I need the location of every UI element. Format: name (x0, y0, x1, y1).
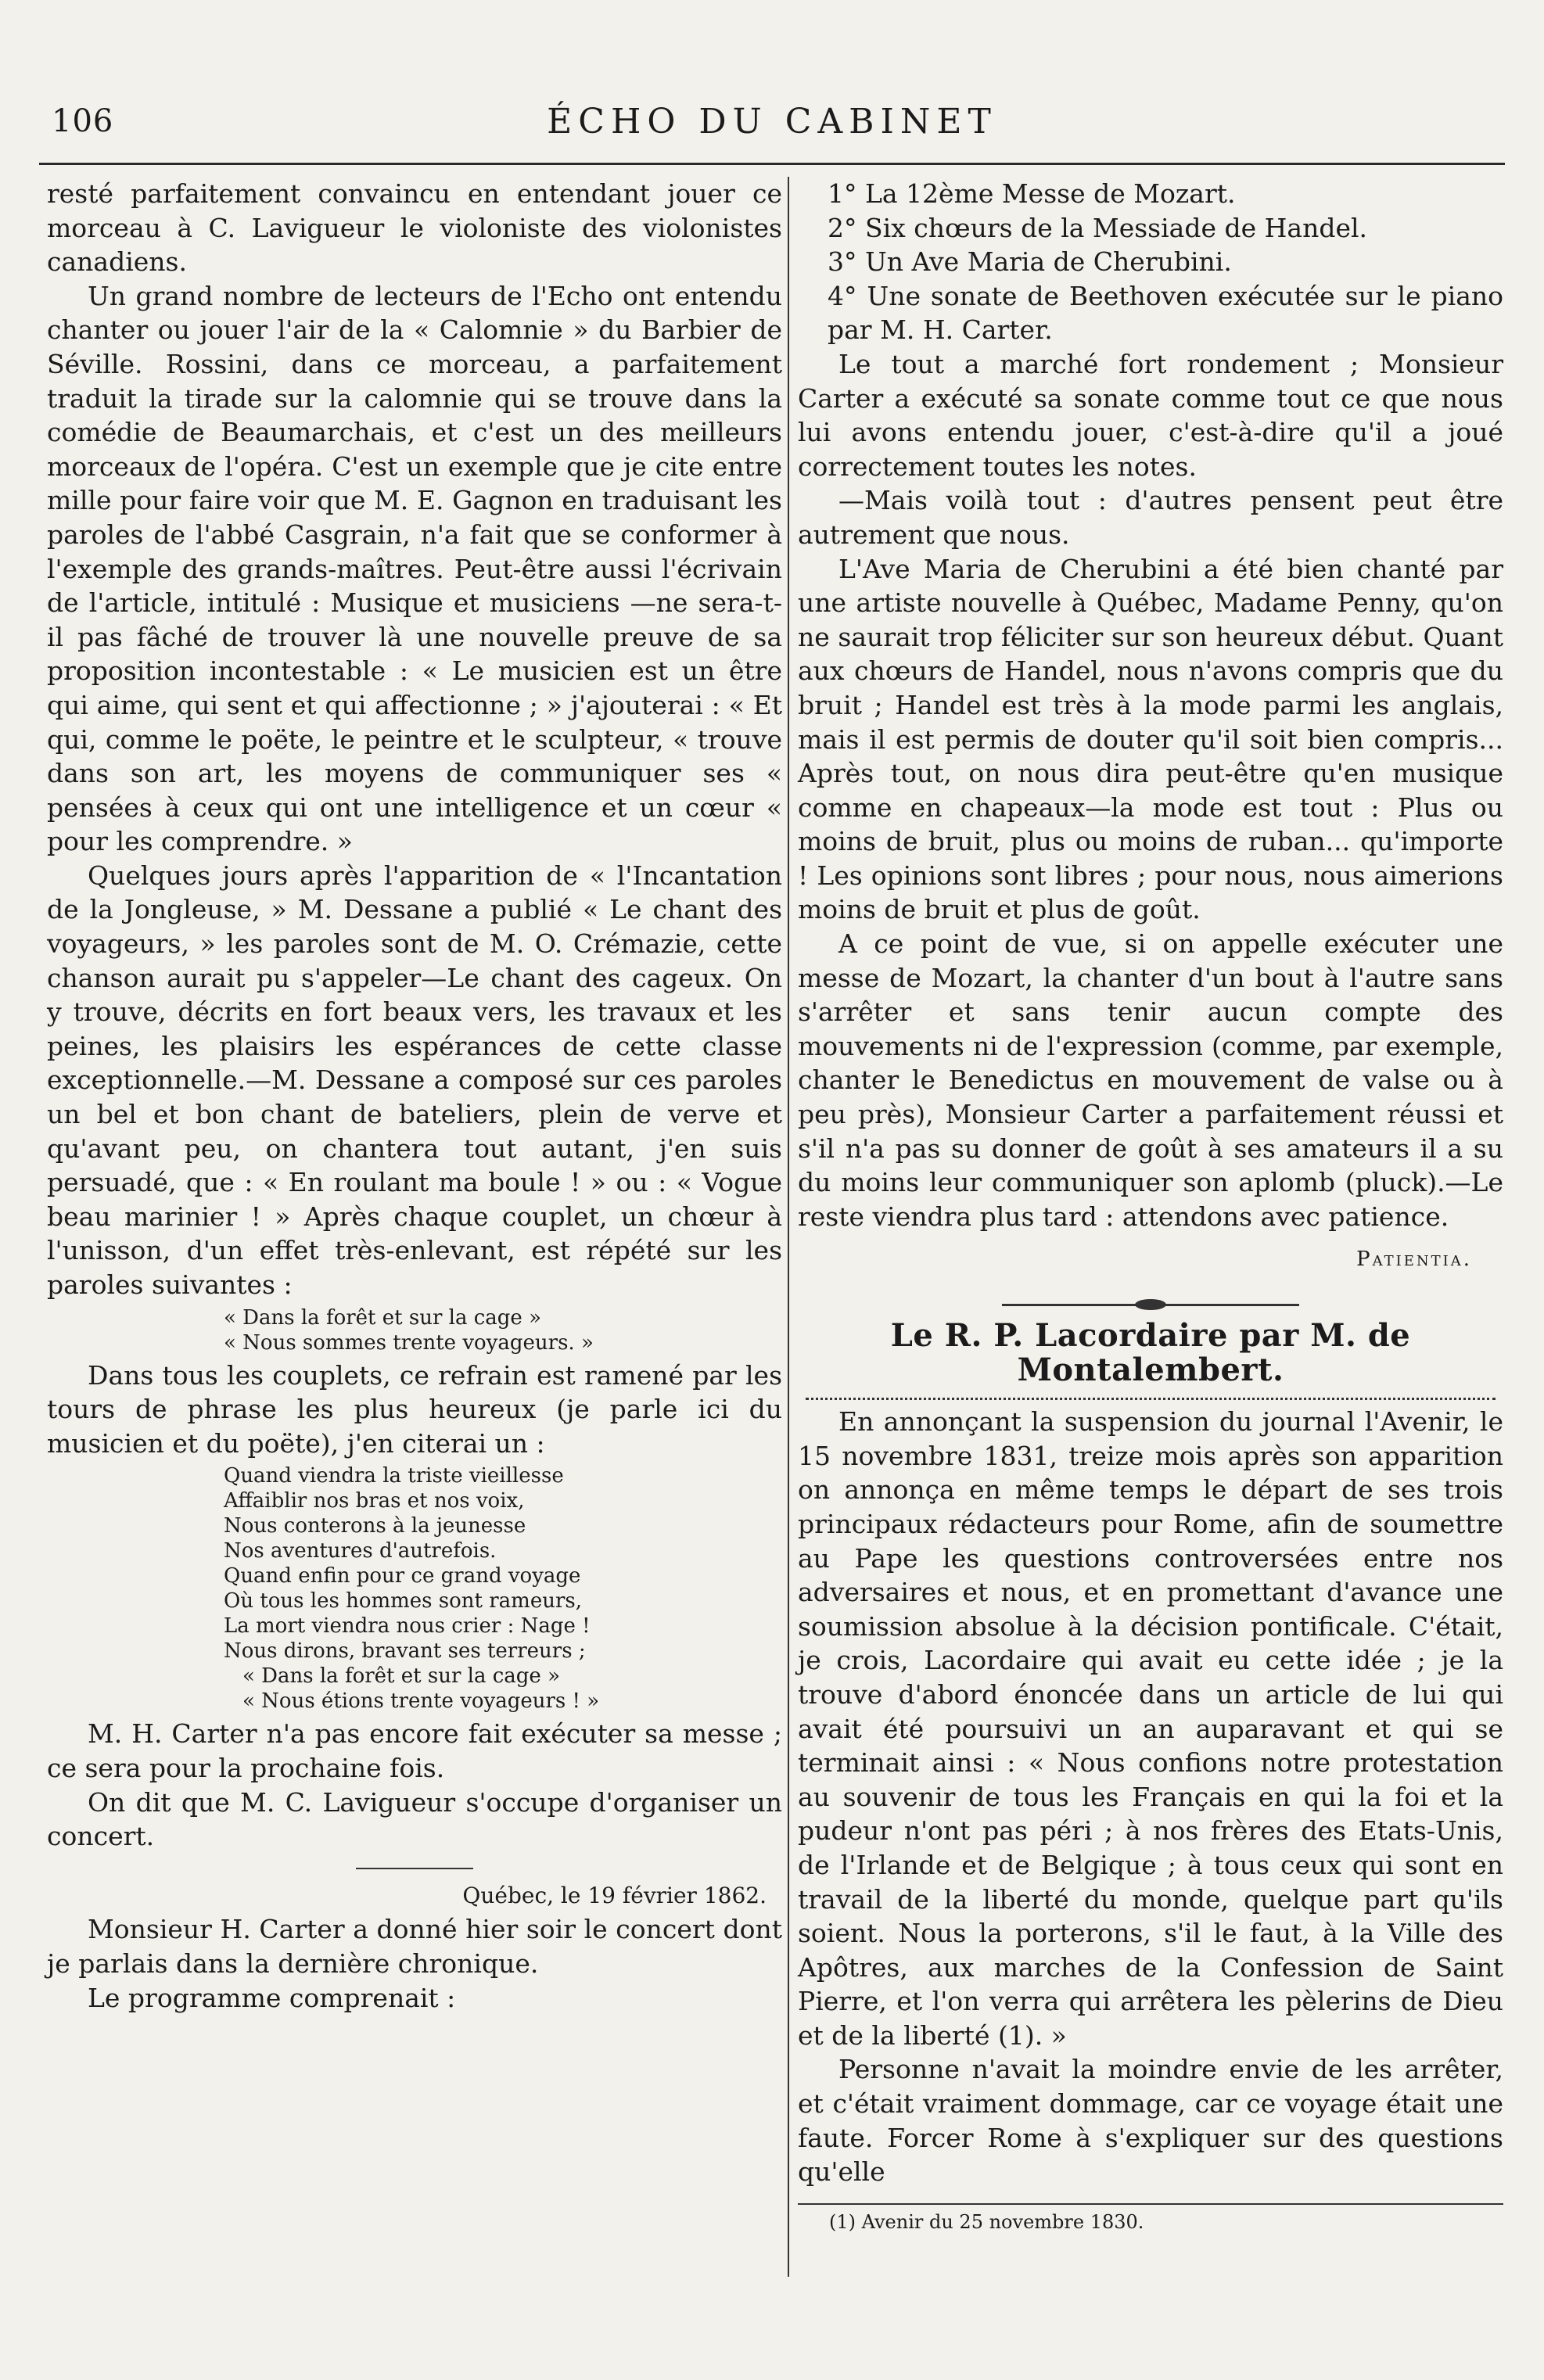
article-title: Le R. P. Lacordaire par M. de Montalembert. (890, 1317, 1411, 1388)
paragraph: A ce point de vue, si on appelle exécuter une messe de Mozart, la chanter d'un bout à l'autre sans s'arrêter et sans tenir aucun compte des mouvements ni de l'expression (comme, par exemple, chanter le Benedictus en mouvement de valse ou à peu près), Monsieur Carter a parfaitement réussi et s'il n'a pas su donner de goût à ses amateurs il a su du moins leur communiquer son aplomb (pluck).—Le reste viendra plus tard : attendons avec patience. (798, 928, 1503, 1232)
verse-line: Quand viendra la triste vieillesse (224, 1464, 564, 1488)
program-item: 3° Un Ave Maria de Cherubini. (828, 246, 1232, 278)
paragraph: resté parfaitement convaincu en entendant jouer ce morceau à C. Lavigueur le violoniste des violonistes canadiens. (47, 178, 782, 278)
paragraph: On dit que M. C. Lavigueur s'occupe d'organiser un concert. (47, 1786, 782, 1852)
paragraph: —Mais voilà tout : d'autres pensent peut être autrement que nous. (798, 485, 1503, 550)
paragraph: Dans tous les couplets, ce refrain est ramené par les tours de phrase les plus heureux (je parle ici du musicien et du poëte), j'en citerai un : (47, 1359, 782, 1459)
author-signature: Patientia. (1356, 1247, 1472, 1272)
paragraph: Quelques jours après l'apparition de « l'Incantation de la Jongleuse, » M. Dessane a publié « Le chant des voyageurs, » les paroles sont de M. O. Crémazie, cette chanson aurait pu s'appeler—Le chant des cageux. On y trouve, décrits en fort beaux vers, les travaux et les peines, les plaisirs les espérances de cette classe exceptionnelle.—M. Dessane a composé sur ces paroles un bel et bon chant de bateliers, plein de verve et qu'avant peu, on chantera tout autant, j'en suis persuadé, que : « En roulant ma boule ! » ou : « Vogue beau marinier ! » Après chaque couplet, un chœur à l'unisson, d'un effet très-enlevant, est répété sur les paroles suivantes : (47, 860, 782, 1300)
right-column (798, 177, 1503, 2364)
verse-line: Affaiblir nos bras et nos voix, (224, 1489, 525, 1513)
running-title: ÉCHO DU CABINET (547, 102, 997, 142)
program-item: 2° Six chœurs de la Messiade de Handel. (828, 212, 1368, 243)
column-divider (788, 177, 789, 2277)
footnote-rule (798, 2203, 1503, 2205)
program-item: 1° La 12ème Messe de Mozart. (828, 178, 1236, 209)
verse-line: Où tous les hommes sont rameurs, (224, 1589, 582, 1614)
paragraph: Le programme comprenait : (88, 1982, 456, 2013)
footnote: (1) Avenir du 25 novembre 1830. (829, 2210, 1144, 2233)
verse-line: Nous conterons à la jeunesse (224, 1514, 526, 1538)
paragraph: Le tout a marché fort rondement ; Monsieur Carter a exécuté sa sonate comme tout ce que nous lui avons entendu jouer, c'est-à-dire qu'il a joué correctement toutes les notes. (798, 348, 1503, 482)
section-rule (356, 1868, 473, 1869)
verse-line: La mort viendra nous crier : Nage ! (224, 1614, 591, 1639)
verse-line: « Nous sommes trente voyageurs. » (224, 1330, 594, 1355)
page-number: 106 (52, 103, 114, 139)
dateline: Québec, le 19 février 1862. (462, 1882, 767, 1908)
verse-line: « Dans la forêt et sur la cage » (242, 1664, 560, 1689)
song-verse (47, 1463, 782, 1714)
program-item: 4° Une sonate de Beethoven exécutée sur le piano par M. H. Carter. (828, 280, 1503, 346)
paragraph: Monsieur H. Carter a donné hier soir le concert dont je parlais dans la dernière chronique. (47, 1914, 782, 1979)
paragraph: M. H. Carter n'a pas encore fait exécuter sa messe ; ce sera pour la prochaine fois. (47, 1718, 782, 1783)
verse-line: « Dans la forêt et sur la cage » (224, 1305, 541, 1330)
verse-line: Nous dirons, bravant ses terreurs ; (224, 1639, 586, 1664)
paragraph: Un grand nombre de lecteurs de l'Echo ont entendu chanter ou jouer l'air de la « Calomnie » du Barbier de Séville. Rossini, dans ce morceau, a parfaitement traduit la tirade sur la calomnie qui se trouve dans la comédie de Beaumarchais, et c'est un des meilleurs morceaux de l'opéra. C'est un exemple que je cite entre mille pour faire voir que M. E. Gagnon en traduisant les paroles de l'abbé Casgrain, n'a fait que se conformer à l'exemple des grands-maîtres. Peut-être aussi l'écrivain de l'article, intitulé : Musique et musiciens —ne sera-t-il pas fâché de trouver là une nouvelle preuve de sa proposition incontestable : « Le musicien est un être qui aime, qui sent et qui affectionne ; » j'ajouterai : « Et qui, comme le poëte, le peintre et le sculpteur, « trouve dans son art, les moyens de communiquer ses « pensées à ceux qui ont une intelligence et un cœur « pour les comprendre. » (47, 280, 782, 857)
paragraph: Personne n'avait la moindre envie de les arrêter, et c'était vraiment dommage, car ce voyage était une faute. Forcer Rome à s'expliquer sur des questions qu'elle (798, 2054, 1503, 2188)
paragraph: L'Ave Maria de Cherubini a été bien chanté par une artiste nouvelle à Québec, Madame Penny, qu'on ne saurait trop féliciter sur son heureux début. Quant aux chœurs de Handel, nous n'avons compris que du bruit ; Handel est très à la mode parmi les anglais, mais il est permis de douter qu'il soit bien compris... Après tout, on nous dira peut-être qu'en musique comme en chapeaux—la mode est tout : Plus ou moins de bruit, plus ou moins de ruban... qu'importe ! Les opinions sont libres ; pour nous, nous aimerions moins de bruit et plus de goût. (798, 553, 1503, 925)
verse-line: Quand enfin pour ce grand voyage (224, 1564, 581, 1588)
paragraph: En annonçant la suspension du journal l'Avenir, le 15 novembre 1831, treize mois après son apparition on annonça en même temps le départ de ses trois principaux rédacteurs pour Rome, afin de soumettre au Pape les questions controversées entre nos adversaires et nous, et en promettant d'avance une soumission absolue à la décision pontificale. C'était, je crois, Lacordaire qui avait eu cette idée ; je la trouve d'abord énoncée dans un article de lui qui avait été poursuivi un an auparavant et qui se terminait ainsi : « Nous confions notre protestation au souvenir de tous les Français en qui la foi et la pudeur n'ont pas péri ; à nos frères des Etats-Unis, de l'Irlande et de Belgique ; à tous ceux qui sont en travail de la liberté du monde, quelque part qu'ils soient. Nous la porterons, s'il le faut, à la Ville des Apôtres, aux marches de la Confession de Saint Pierre, et l'on verra qui arrêtera les pèlerins de Dieu et de la liberté (1). » (798, 1406, 1503, 2051)
ornamental-divider (1002, 1304, 1299, 1306)
verse-line: Nos aventures d'autrefois. (224, 1539, 497, 1563)
verse-line: « Nous étions trente voyageurs ! » (242, 1689, 600, 1714)
left-column (47, 177, 782, 2364)
refrain-verse (47, 1305, 782, 1355)
page-header (39, 92, 1505, 165)
dotted-rule (806, 1398, 1496, 1400)
